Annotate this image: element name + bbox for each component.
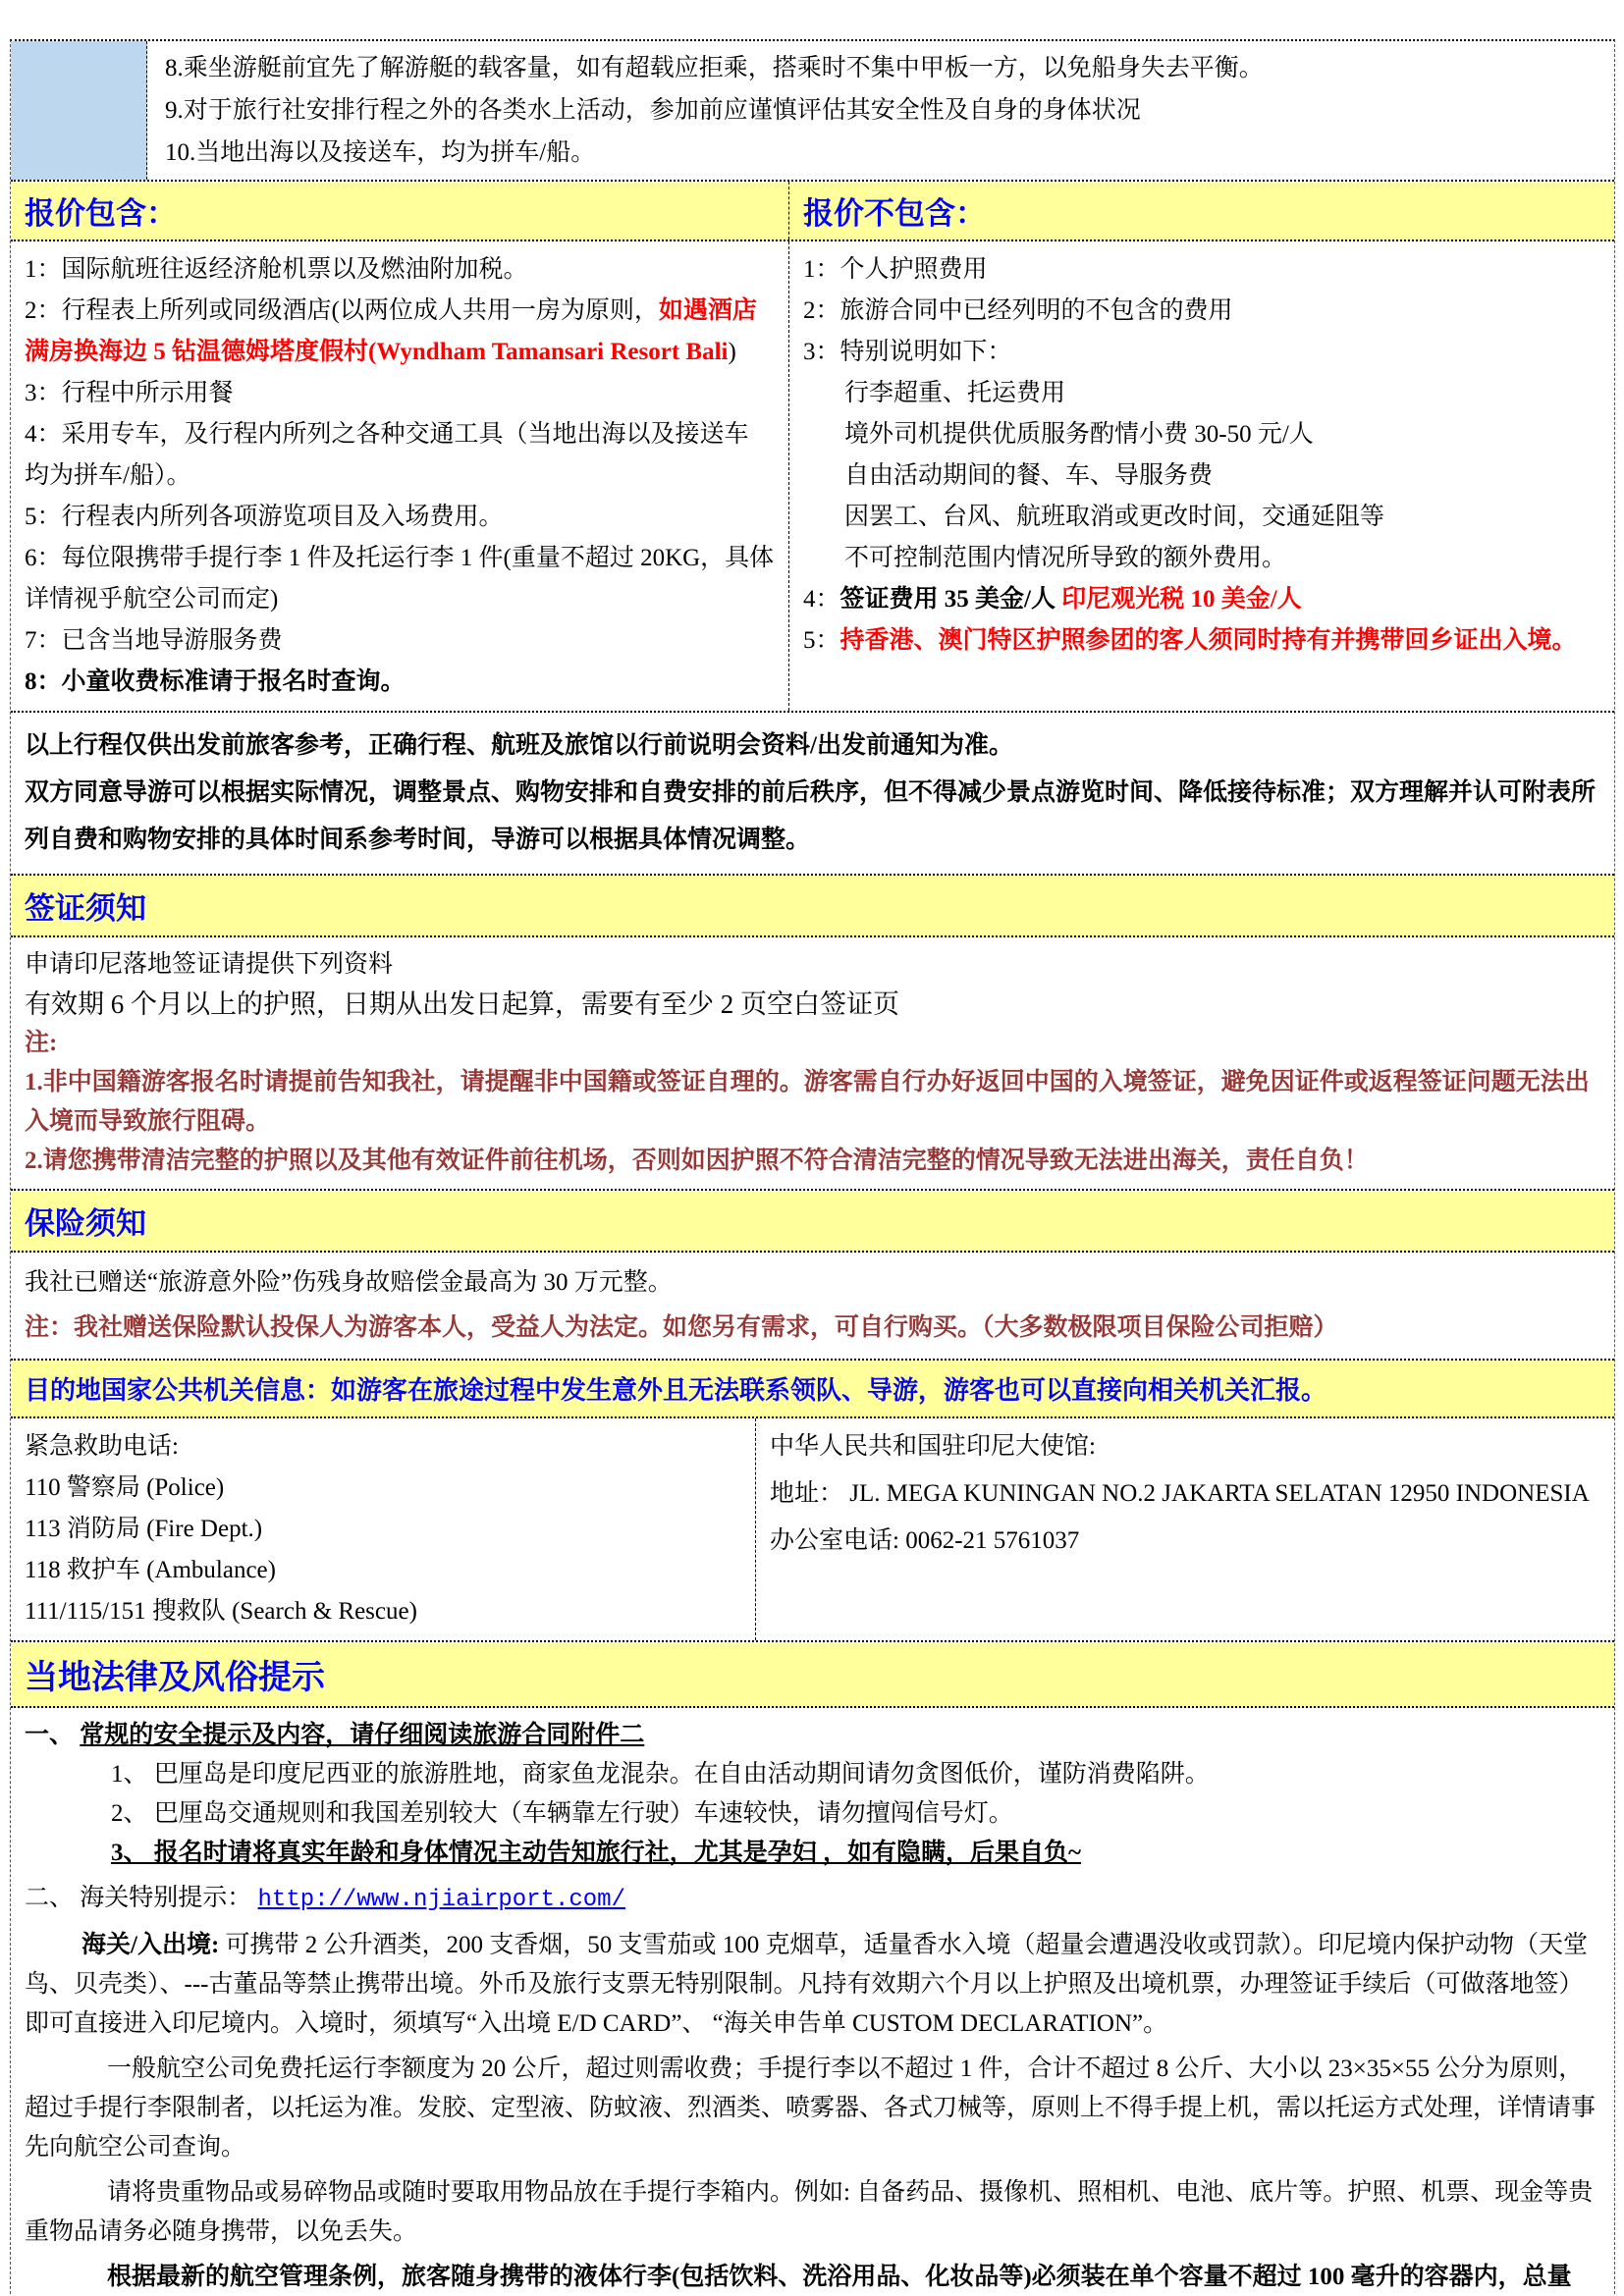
text-segment: 2：行程表上所列或同级酒店(以两位成人共用一房为原则， xyxy=(25,297,659,324)
column-title: 中华人民共和国驻印尼大使馆: xyxy=(770,1433,1096,1460)
paragraph: 2.请您携带清洁完整的护照以及其他有效证件前往机场，否则如因护照不符合清洁完整的情况导致无法进出海关，责任自负！ xyxy=(25,1148,1369,1174)
quote-table-header xyxy=(11,182,1614,241)
insurance-section-content xyxy=(11,1253,1614,1361)
visa-section-header: 签证须知 xyxy=(11,876,1614,937)
list-item: 1：国际航班往返经济舱机票以及燃油附加税。 xyxy=(25,256,528,283)
emergency-phone-column xyxy=(11,1418,756,1640)
list-item: 8：小童收费标准请于报名时查询。 xyxy=(25,668,406,695)
item-number: 5： xyxy=(803,627,840,654)
list-item: 118 救护车 (Ambulance) xyxy=(25,1557,276,1583)
list-subitem: 自由活动期间的餐、车、导服务费 xyxy=(844,462,1214,489)
paragraph: 注：我社赠送保险默认投保人为游客本人，受益人为法定。如您另有需求，可自行购买。（大多数极限项目保险公司拒赔） xyxy=(25,1314,1338,1341)
section-marker: 二、 海关特别提示： xyxy=(25,1885,258,1911)
blue-spacer-cell xyxy=(11,41,147,180)
list-subitem: 境外司机提供优质服务酌情小费 30-50 元/人 xyxy=(844,421,1314,448)
tourism-tax-text: 印尼观光税 10 美金/人 xyxy=(1061,586,1302,613)
itinerary-notes xyxy=(11,713,1614,876)
local-laws-section-header: 当地法律及风俗提示 xyxy=(11,1642,1614,1708)
quote-include-header: 报价包含： xyxy=(11,182,789,240)
list-item: 6：每位限携带手提行李 1 件及托运行李 1 件(重量不超过 20KG，具体详情视乎航空公司而定) xyxy=(25,545,775,613)
list-item: 2：旅游合同中已经列明的不包含的费用 xyxy=(803,297,1233,324)
list-item xyxy=(803,579,1604,620)
visa-fee-text: 签证费用 35 美金/人 xyxy=(839,586,1062,613)
customs-label: 海关/入出境: xyxy=(81,1932,226,1958)
insurance-section-header: 保险须知 xyxy=(11,1191,1614,1253)
section-marker: 一、 xyxy=(25,1722,81,1748)
list-item: 111/115/151 搜救队 (Search & Rescue) xyxy=(25,1598,417,1625)
quote-table-body xyxy=(11,241,1614,713)
local-laws-content xyxy=(11,1708,1614,2296)
quote-exclude-header: 报价不包含： xyxy=(803,196,986,231)
list-item xyxy=(803,620,1604,662)
safety-tips-list xyxy=(147,41,1614,180)
customs-text: 可携带 2 公升酒类，200 支香烟，50 支雪茄或 100 克烟草，适量香水入境（超量会遭遇没收或罚款）。印尼境内保护动物（天堂鸟、贝壳类）、---古董品等禁止携带出境。外币及旅行支票无特别限制。凡持有效期六个月以上护照及出境机票，办理签证手续后（可做落地签）即可直接进入印尼境内。入境时，须填写“入出境 E/D CARD”、 “海关申告单 CUSTOM DECLARATION”。 xyxy=(25,1932,1589,2037)
embassy-info-column xyxy=(756,1418,1614,1640)
list-item: 3：特别说明如下： xyxy=(803,339,1012,365)
paragraph: 有效期 6 个月以上的护照，日期从出发日起算，需要有至少 2 页空白签证页 xyxy=(25,989,899,1019)
section-two-title xyxy=(25,1879,1597,1920)
safety-tips-table xyxy=(11,41,1614,182)
liquids-paragraph: 根据最新的航空管理条例，旅客随身携带的液体行李(包括饮料、洗浴用品、化妆品等)必须装在单个容量不超过 100 毫升的容器内，总量 xyxy=(107,2264,1572,2290)
quote-include-column xyxy=(11,241,789,711)
highlight-red-text: 如遇酒店满房换海边 5 钻温德姆塔度假村(Wyndham Tamansari Resort Bali xyxy=(25,297,757,365)
text-segment: ) xyxy=(728,339,736,365)
customs-info-link[interactable]: http://www.njiairport.com/ xyxy=(257,1887,625,1913)
paragraph: 我社已赠送“旅游意外险”伤残身故赔偿金最高为 30 万元整。 xyxy=(25,1269,673,1296)
emergency-contacts-table xyxy=(11,1418,1614,1642)
section-title-text: 常规的安全提示及内容，请仔细阅读旅游合同附件二 xyxy=(80,1722,645,1748)
list-item: 1、 巴厘岛是印度尼西亚的旅游胜地，商家鱼龙混杂。在自由活动期间请勿贪图低价，谨防消费陷阱。 xyxy=(111,1761,1210,1788)
section-one-title xyxy=(25,1716,1597,1755)
list-item: 9.对于旅行社安排行程之外的各类水上活动，参加前应谨慎评估其安全性及自身的身体状况 xyxy=(165,97,1141,124)
paragraph: 以上行程仅供出发前旅客参考，正确行程、航班及旅馆以行前说明会资料/出发前通知为准。 xyxy=(25,732,1013,759)
quote-exclude-column xyxy=(789,241,1614,711)
list-item: 3、 报名时请将真实年龄和身体情况主动告知旅行社，尤其是孕妇 ，如有隐瞒，后果自负~ xyxy=(111,1840,1082,1866)
document-body xyxy=(10,39,1615,2296)
list-subitem: 不可控制范围内情况所导致的额外费用。 xyxy=(844,545,1287,571)
list-item: 113 消防局 (Fire Dept.) xyxy=(25,1516,263,1542)
note-label: 注: xyxy=(25,1030,58,1056)
list-item: 8.乘坐游艇前宜先了解游艇的载客量，如有超载应拒乘，搭乘时不集中甲板一方，以免船身失去平衡。 xyxy=(165,55,1264,81)
list-item xyxy=(25,291,779,373)
paragraph: 1.非中国籍游客报名时请提前告知我社，请提醒非中国籍或签证自理的。游客需自行办好返回中国的入境签证，避免因证件或返程签证问题无法出入境而导致旅行阻碍。 xyxy=(25,1069,1590,1135)
list-item: 10.当地出海以及接送车，均为拼车/船。 xyxy=(165,139,596,166)
list-item: 7：已含当地导游服务费 xyxy=(25,627,283,654)
list-subitem: 行李超重、托运费用 xyxy=(844,380,1066,406)
list-item: 1：个人护照费用 xyxy=(803,256,988,283)
hk-macau-notice-text: 持香港、澳门特区护照参团的客人须同时持有并携带回乡证出入境。 xyxy=(839,627,1577,654)
paragraph: 申请印尼落地签证请提供下列资料 xyxy=(25,951,394,978)
list-item: 2、 巴厘岛交通规则和我国差别较大（车辆靠左行驶）车速较快，请勿擅闯信号灯。 xyxy=(111,1800,1013,1827)
customs-paragraph xyxy=(25,1926,1597,2044)
embassy-address: 地址： JL. MEGA KUNINGAN NO.2 JAKARTA SELATAN 12950 INDONESIA xyxy=(770,1480,1590,1507)
list-item: 5：行程表内所列各项游览项目及入场费用。 xyxy=(25,504,504,530)
list-item: 3：行程中所示用餐 xyxy=(25,380,234,406)
agency-info-banner: 目的地国家公共机关信息：如游客在旅途过程中发生意外且无法联系领队、导游，游客也可以直接向相关机关汇报。 xyxy=(11,1361,1614,1418)
visa-section-content xyxy=(11,937,1614,1191)
embassy-phone: 办公室电话: 0062-21 5761037 xyxy=(770,1527,1080,1554)
list-item: 110 警察局 (Police) xyxy=(25,1474,225,1501)
item-number: 4： xyxy=(803,586,840,613)
list-subitem: 因罢工、台风、航班取消或更改时间，交通延阻等 xyxy=(844,504,1385,530)
paragraph: 双方同意导游可以根据实际情况，调整景点、购物安排和自费安排的前后秩序，但不得减少景点游览时间、降低接待标准；双方理解并认可附表所列自费和购物安排的具体时间系参考时间，导游可以根据具体情况调整。 xyxy=(25,779,1597,853)
valuables-paragraph: 请将贵重物品或易碎物品或随时要取用物品放在手提行李箱内。例如: 自备药品、摄像机、照相机、电池、底片等。护照、机票、现金等贵重物品请务必随身携带，以免丢失。 xyxy=(25,2179,1594,2245)
list-item: 4：采用专车，及行程内所列之各种交通工具（当地出海以及接送车 均为拼车/船）。 xyxy=(25,421,749,489)
column-title: 紧急救助电话: xyxy=(25,1433,179,1460)
baggage-paragraph: 一般航空公司免费托运行李额度为 20 公斤，超过则需收费；手提行李以不超过 1 件，合计不超过 8 公斤、大小以 23×35×55 公分为原则，超过手提行李限制者，以托运为准。发胶、定型液、防蚊液、烈酒类、喷雾器、各式刀械等，原则上不得手提上机，需以托运方式处理，详情请事先向航空公司查询。 xyxy=(25,2056,1597,2161)
